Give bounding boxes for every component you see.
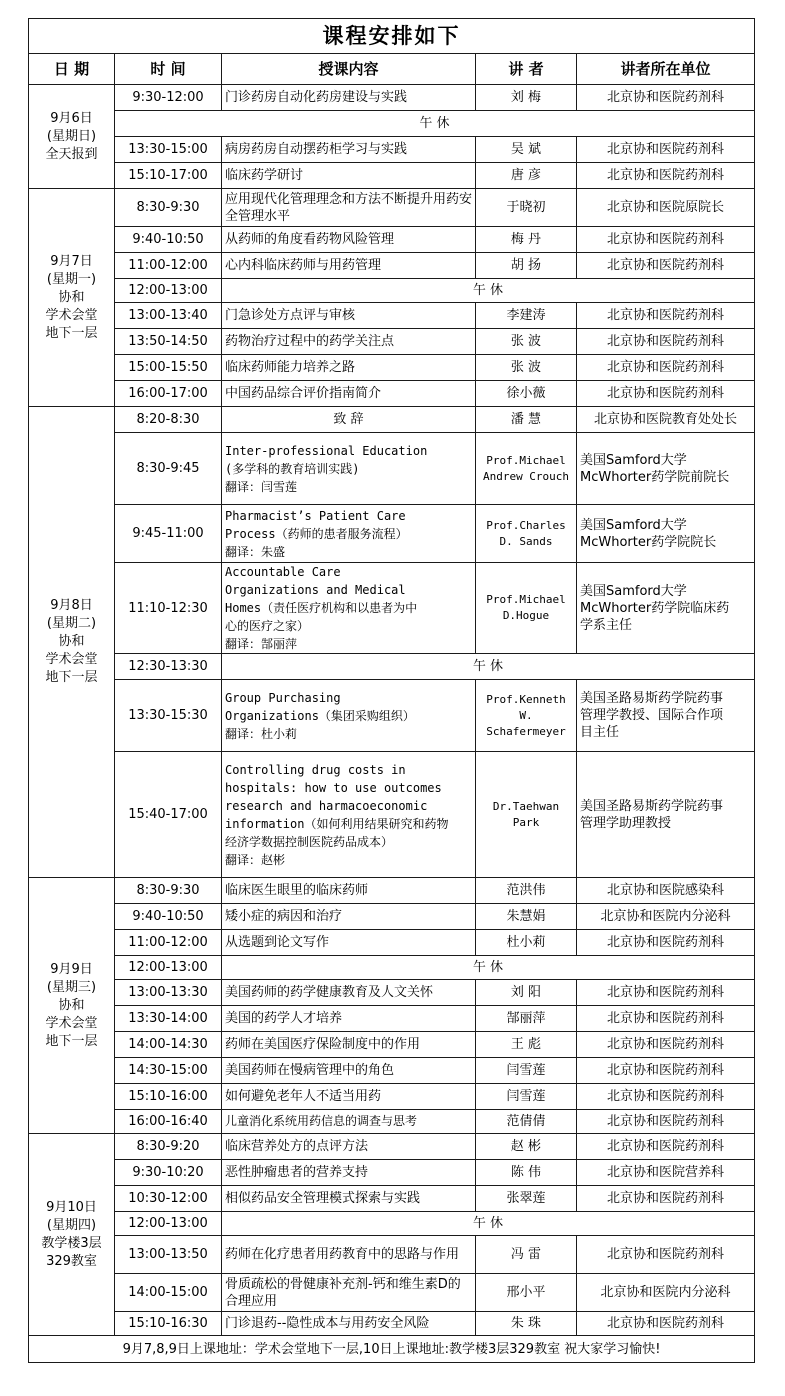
topic-cell: 临床药学研讨 xyxy=(222,163,476,189)
lunch-break-cell: 午 休 xyxy=(115,111,755,137)
session-row xyxy=(29,1058,755,1084)
unit-cell: 北京协和医院药剂科 xyxy=(577,137,755,163)
lunch-row xyxy=(29,956,755,980)
day-label-line: 9月9日 xyxy=(50,961,93,977)
time-cell: 16:00-17:00 xyxy=(115,381,222,407)
speaker-line: Prof.Charles xyxy=(486,518,566,532)
header-unit: 讲者所在单位 xyxy=(577,54,755,85)
session-row xyxy=(29,381,755,407)
unit-cell xyxy=(577,680,755,752)
day-label-line: (星期四) xyxy=(46,1217,97,1233)
lunch-row xyxy=(29,1212,755,1236)
speaker-line: Park xyxy=(512,815,540,829)
topic-line: Inter-professional Education xyxy=(225,443,428,458)
unit-cell: 北京协和医院药剂科 xyxy=(577,930,755,956)
session-row xyxy=(29,85,755,111)
speaker-cell: 刘 阳 xyxy=(476,980,577,1006)
topic-line: Homes（责任医疗机构和以患者为中 xyxy=(225,601,418,615)
header-time: 时 间 xyxy=(115,54,222,85)
unit-cell: 北京协和医院感染科 xyxy=(577,878,755,904)
day-label-line: 学术会堂 xyxy=(45,307,98,323)
day-cell xyxy=(29,85,115,189)
lunch-row xyxy=(29,111,755,137)
topic-line: 翻译：朱盛 xyxy=(225,544,286,559)
topic-cell: 药师在化疗患者用药教育中的思路与作用 xyxy=(222,1236,476,1274)
speaker-cell: 王 彪 xyxy=(476,1032,577,1058)
session-row xyxy=(29,355,755,381)
session-row xyxy=(29,253,755,279)
lunch-row xyxy=(29,279,755,303)
session-row xyxy=(29,1236,755,1274)
speaker-cell: 杜小莉 xyxy=(476,930,577,956)
day-label-line: (星期三) xyxy=(46,979,97,995)
session-row xyxy=(29,505,755,563)
speaker-cell: 唐 彦 xyxy=(476,163,577,189)
time-cell: 14:30-15:00 xyxy=(115,1058,222,1084)
topic-cell: 临床营养处方的点评方法 xyxy=(222,1134,476,1160)
topic-line: 翻译：杜小莉 xyxy=(225,726,298,741)
topic-cell: 儿童消化系统用药信息的调查与思考 xyxy=(222,1110,476,1134)
speaker-line: D.Hogue xyxy=(502,609,550,622)
session-row xyxy=(29,680,755,752)
day-label-line: 9月6日 xyxy=(50,110,93,126)
topic-cell: 从药师的角度看药物风险管理 xyxy=(222,227,476,253)
unit-line: 管理学教授、国际合作项 xyxy=(580,708,724,723)
topic-cell xyxy=(222,680,476,752)
speaker-cell: 吴 斌 xyxy=(476,137,577,163)
session-row xyxy=(29,752,755,878)
topic-line: Organizations（集团采购组织） xyxy=(225,708,415,723)
speaker-cell: 胡 扬 xyxy=(476,253,577,279)
unit-cell: 北京协和医院药剂科 xyxy=(577,1236,755,1274)
day-label-line: 协和 xyxy=(58,634,85,649)
time-cell: 15:10-16:30 xyxy=(115,1312,222,1336)
speaker-cell xyxy=(476,563,577,654)
time-cell: 14:00-14:30 xyxy=(115,1032,222,1058)
unit-cell xyxy=(577,433,755,505)
topic-cell: 美国药师的药学健康教育及人文关怀 xyxy=(222,980,476,1006)
time-cell: 13:30-15:00 xyxy=(115,137,222,163)
topic-cell: 从选题到论文写作 xyxy=(222,930,476,956)
time-cell: 8:30-9:45 xyxy=(115,433,222,505)
speaker-cell: 邢小平 xyxy=(476,1274,577,1312)
time-cell: 16:00-16:40 xyxy=(115,1110,222,1134)
day-label-line: 协和 xyxy=(58,289,85,305)
session-row xyxy=(29,1312,755,1336)
topic-cell: 药师在美国医疗保险制度中的作用 xyxy=(222,1032,476,1058)
topic-cell: 门诊药房自动化药房建设与实践 xyxy=(222,85,476,111)
speaker-cell: 张 波 xyxy=(476,329,577,355)
unit-cell: 北京协和医院药剂科 xyxy=(577,253,755,279)
speaker-cell: 朱 珠 xyxy=(476,1312,577,1336)
session-row xyxy=(29,1134,755,1160)
session-row xyxy=(29,1186,755,1212)
topic-line: Group Purchasing xyxy=(225,690,341,705)
unit-cell: 北京协和医院药剂科 xyxy=(577,1134,755,1160)
topic-line: 翻译：郜丽萍 xyxy=(225,637,298,651)
day-label-line: 全天报到 xyxy=(45,146,98,162)
speaker-cell: 闫雪莲 xyxy=(476,1058,577,1084)
session-row xyxy=(29,407,755,433)
speaker-cell: 郜丽萍 xyxy=(476,1006,577,1032)
topic-cell: 矮小症的病因和治疗 xyxy=(222,904,476,930)
unit-cell: 北京协和医院营养科 xyxy=(577,1160,755,1186)
speaker-cell: 朱慧娟 xyxy=(476,904,577,930)
speaker-line: Prof.Kenneth xyxy=(486,692,566,706)
lunch-row xyxy=(29,654,755,680)
day-cell xyxy=(29,878,115,1134)
time-cell: 13:50-14:50 xyxy=(115,329,222,355)
topic-cell: 恶性肿瘤患者的营养支持 xyxy=(222,1160,476,1186)
unit-cell: 北京协和医院药剂科 xyxy=(577,1006,755,1032)
topic-cell: 美国药师在慢病管理中的角色 xyxy=(222,1058,476,1084)
time-cell: 8:20-8:30 xyxy=(115,407,222,433)
time-cell: 8:30-9:30 xyxy=(115,878,222,904)
unit-line: 目主任 xyxy=(580,725,620,740)
topic-line: 翻译：赵彬 xyxy=(225,852,286,867)
topic-cell: 中国药品综合评价指南简介 xyxy=(222,381,476,407)
speaker-cell xyxy=(476,505,577,563)
day-label-line: 学术会堂 xyxy=(45,652,98,667)
speaker-cell: 范洪伟 xyxy=(476,878,577,904)
day-label-line: 9月10日 xyxy=(46,1199,97,1215)
unit-line: 美国圣路易斯药学院药事 xyxy=(580,691,724,706)
unit-line: 美国Samford大学 xyxy=(580,517,687,533)
unit-cell: 北京协和医院药剂科 xyxy=(577,1032,755,1058)
topic-cell: 美国的药学人才培养 xyxy=(222,1006,476,1032)
lunch-break-cell: 午 休 xyxy=(222,1212,755,1236)
day-cell xyxy=(29,1134,115,1336)
speaker-line: D. Sands xyxy=(499,534,553,548)
topic-cell: 门诊退药--隐性成本与用药安全风险 xyxy=(222,1312,476,1336)
topic-cell: 心内科临床药师与用药管理 xyxy=(222,253,476,279)
topic-line: 心的医疗之家） xyxy=(225,619,310,633)
speaker-cell: 于晓初 xyxy=(476,189,577,227)
time-cell: 9:40-10:50 xyxy=(115,904,222,930)
speaker-cell: 李建涛 xyxy=(476,303,577,329)
session-row xyxy=(29,980,755,1006)
unit-line: 美国Samford大学 xyxy=(580,583,687,599)
speaker-cell: 徐小薇 xyxy=(476,381,577,407)
topic-line: 翻译：闫雪莲 xyxy=(225,479,298,494)
day-label-line: 地下一层 xyxy=(45,670,98,685)
speaker-cell: 闫雪莲 xyxy=(476,1084,577,1110)
unit-line: McWhorter药学院前院长 xyxy=(580,469,730,485)
unit-cell xyxy=(577,505,755,563)
unit-cell: 北京协和医院药剂科 xyxy=(577,1110,755,1134)
topic-line: Process（药师的患者服务流程） xyxy=(225,526,408,541)
schedule-sheet xyxy=(28,18,754,1363)
topic-cell: 药物治疗过程中的药学关注点 xyxy=(222,329,476,355)
time-cell: 8:30-9:30 xyxy=(115,189,222,227)
unit-cell xyxy=(577,752,755,878)
speaker-cell: 张翠莲 xyxy=(476,1186,577,1212)
speaker-cell: 陈 伟 xyxy=(476,1160,577,1186)
session-row xyxy=(29,1032,755,1058)
unit-cell: 北京协和医院药剂科 xyxy=(577,1186,755,1212)
session-row xyxy=(29,878,755,904)
topic-cell: 相似药品安全管理模式探索与实践 xyxy=(222,1186,476,1212)
unit-cell: 北京协和医院原院长 xyxy=(577,189,755,227)
time-cell: 15:00-15:50 xyxy=(115,355,222,381)
unit-cell: 北京协和医院教育处处长 xyxy=(577,407,755,433)
speaker-cell: 冯 雷 xyxy=(476,1236,577,1274)
unit-cell: 北京协和医院药剂科 xyxy=(577,381,755,407)
session-row xyxy=(29,1110,755,1134)
unit-line: McWhorter药学院临床药 xyxy=(580,600,730,616)
speaker-cell: 梅 丹 xyxy=(476,227,577,253)
time-cell: 11:10-12:30 xyxy=(115,563,222,654)
topic-line: Organizations and Medical xyxy=(225,583,406,597)
unit-cell: 北京协和医院药剂科 xyxy=(577,980,755,1006)
time-cell: 10:30-12:00 xyxy=(115,1186,222,1212)
session-row xyxy=(29,563,755,654)
speaker-cell: 潘 慧 xyxy=(476,407,577,433)
lunch-break-cell: 午 休 xyxy=(222,654,755,680)
lunch-break-cell: 午 休 xyxy=(222,956,755,980)
session-row xyxy=(29,1084,755,1110)
speaker-line: Andrew Crouch xyxy=(482,469,570,483)
unit-line: 美国圣路易斯药学院药事 xyxy=(580,798,724,814)
session-row xyxy=(29,1274,755,1312)
topic-cell xyxy=(222,563,476,654)
lunch-break-cell: 午 休 xyxy=(222,279,755,303)
session-row xyxy=(29,137,755,163)
topic-line: Accountable Care xyxy=(225,565,341,579)
speaker-cell: 范倩倩 xyxy=(476,1110,577,1134)
time-cell: 15:40-17:00 xyxy=(115,752,222,878)
topic-line: Pharmacist’s Patient Care xyxy=(225,508,406,523)
day-label-line: 地下一层 xyxy=(45,325,98,341)
time-cell: 14:00-15:00 xyxy=(115,1274,222,1312)
header-row xyxy=(29,54,755,85)
unit-line: 美国Samford大学 xyxy=(580,452,687,468)
time-cell: 11:00-12:00 xyxy=(115,253,222,279)
day-label-line: (星期日) xyxy=(46,128,97,144)
speaker-cell: 赵 彬 xyxy=(476,1134,577,1160)
topic-line: Controlling drug costs in xyxy=(225,762,406,777)
unit-cell xyxy=(577,563,755,654)
speaker-cell: 张 波 xyxy=(476,355,577,381)
day-label-line: 地下一层 xyxy=(45,1033,98,1049)
session-row xyxy=(29,930,755,956)
day-label-line: 9月7日 xyxy=(50,253,93,269)
topic-cell: 临床医生眼里的临床药师 xyxy=(222,878,476,904)
time-cell: 8:30-9:20 xyxy=(115,1134,222,1160)
unit-cell: 北京协和医院药剂科 xyxy=(577,227,755,253)
topic-cell: 如何避免老年人不适当用药 xyxy=(222,1084,476,1110)
session-row xyxy=(29,1006,755,1032)
time-cell: 11:00-12:00 xyxy=(115,930,222,956)
topic-cell: 致 辞 xyxy=(222,407,476,433)
speaker-line: Prof.Michael xyxy=(486,593,566,606)
unit-line: 学系主任 xyxy=(580,617,633,633)
time-cell: 13:00-13:40 xyxy=(115,303,222,329)
day-cell xyxy=(29,189,115,407)
unit-cell: 北京协和医院药剂科 xyxy=(577,329,755,355)
topic-line: hospitals: how to use outcomes xyxy=(225,780,442,795)
schedule-table xyxy=(28,18,755,1363)
unit-line: 管理学助理教授 xyxy=(580,815,672,831)
unit-cell: 北京协和医院内分泌科 xyxy=(577,904,755,930)
session-row xyxy=(29,163,755,189)
session-row xyxy=(29,189,755,227)
session-row xyxy=(29,227,755,253)
unit-cell: 北京协和医院药剂科 xyxy=(577,1084,755,1110)
unit-cell: 北京协和医院药剂科 xyxy=(577,1058,755,1084)
unit-cell: 北京协和医院药剂科 xyxy=(577,303,755,329)
speaker-line: Schafermeyer xyxy=(486,724,566,738)
time-cell: 9:30-10:20 xyxy=(115,1160,222,1186)
session-row xyxy=(29,433,755,505)
session-row xyxy=(29,904,755,930)
topic-line: 经济学数据控制医院药品成本） xyxy=(225,834,394,849)
session-row xyxy=(29,303,755,329)
day-label-line: 协和 xyxy=(58,997,85,1013)
topic-line: research and harmacoeconomic xyxy=(225,798,428,813)
speaker-cell: 刘 梅 xyxy=(476,85,577,111)
header-content: 授课内容 xyxy=(222,54,476,85)
speaker-cell xyxy=(476,680,577,752)
time-cell: 13:00-13:50 xyxy=(115,1236,222,1274)
footer-note: 9月7,8,9日上课地址：学术会堂地下一层,10日上课地址:教学楼3层329教室 祝大家学习愉快! xyxy=(29,1336,755,1363)
day-cell xyxy=(29,407,115,878)
topic-cell: 应用现代化管理理念和方法不断提升用药安全管理水平 xyxy=(222,189,476,227)
speaker-line: Dr.Taehwan xyxy=(492,799,560,813)
footer-row xyxy=(29,1336,755,1363)
topic-line: (多学科的教育培训实践) xyxy=(225,461,360,476)
time-cell: 12:30-13:30 xyxy=(115,654,222,680)
day-label-line: 9月8日 xyxy=(50,598,93,613)
time-cell: 13:00-13:30 xyxy=(115,980,222,1006)
speaker-line: W. xyxy=(519,708,533,722)
unit-cell: 北京协和医院药剂科 xyxy=(577,1312,755,1336)
day-label-line: 教学楼3层 xyxy=(41,1235,102,1251)
time-cell: 13:30-14:00 xyxy=(115,1006,222,1032)
table-title: 课程安排如下 xyxy=(29,19,755,54)
time-cell: 12:00-13:00 xyxy=(115,1212,222,1236)
time-cell: 12:00-13:00 xyxy=(115,279,222,303)
session-row xyxy=(29,329,755,355)
topic-cell xyxy=(222,433,476,505)
speaker-cell xyxy=(476,752,577,878)
day-label-line: (星期二) xyxy=(46,616,97,631)
topic-cell: 门急诊处方点评与审核 xyxy=(222,303,476,329)
day-label-line: 学术会堂 xyxy=(45,1015,98,1031)
unit-cell: 北京协和医院药剂科 xyxy=(577,85,755,111)
topic-cell: 临床药师能力培养之路 xyxy=(222,355,476,381)
title-row xyxy=(29,19,755,54)
unit-cell: 北京协和医院药剂科 xyxy=(577,355,755,381)
topic-cell: 病房药房自动摆药柜学习与实践 xyxy=(222,137,476,163)
time-cell: 15:10-16:00 xyxy=(115,1084,222,1110)
unit-cell: 北京协和医院药剂科 xyxy=(577,163,755,189)
time-cell: 9:40-10:50 xyxy=(115,227,222,253)
time-cell: 12:00-13:00 xyxy=(115,956,222,980)
speaker-line: Prof.Michael xyxy=(486,453,566,467)
day-label-line: (星期一) xyxy=(46,271,97,287)
header-date: 日 期 xyxy=(29,54,115,85)
header-speaker: 讲 者 xyxy=(476,54,577,85)
topic-cell xyxy=(222,752,476,878)
session-row xyxy=(29,1160,755,1186)
time-cell: 9:30-12:00 xyxy=(115,85,222,111)
unit-line: McWhorter药学院院长 xyxy=(580,534,717,550)
topic-line: information（如何利用结果研究和药物 xyxy=(225,816,449,831)
unit-cell: 北京协和医院内分泌科 xyxy=(577,1274,755,1312)
topic-cell: 骨质疏松的骨健康补充剂-钙和维生素D的合理应用 xyxy=(222,1274,476,1312)
day-label-line: 329教室 xyxy=(46,1253,97,1269)
speaker-cell xyxy=(476,433,577,505)
topic-cell xyxy=(222,505,476,563)
time-cell: 13:30-15:30 xyxy=(115,680,222,752)
time-cell: 15:10-17:00 xyxy=(115,163,222,189)
time-cell: 9:45-11:00 xyxy=(115,505,222,563)
